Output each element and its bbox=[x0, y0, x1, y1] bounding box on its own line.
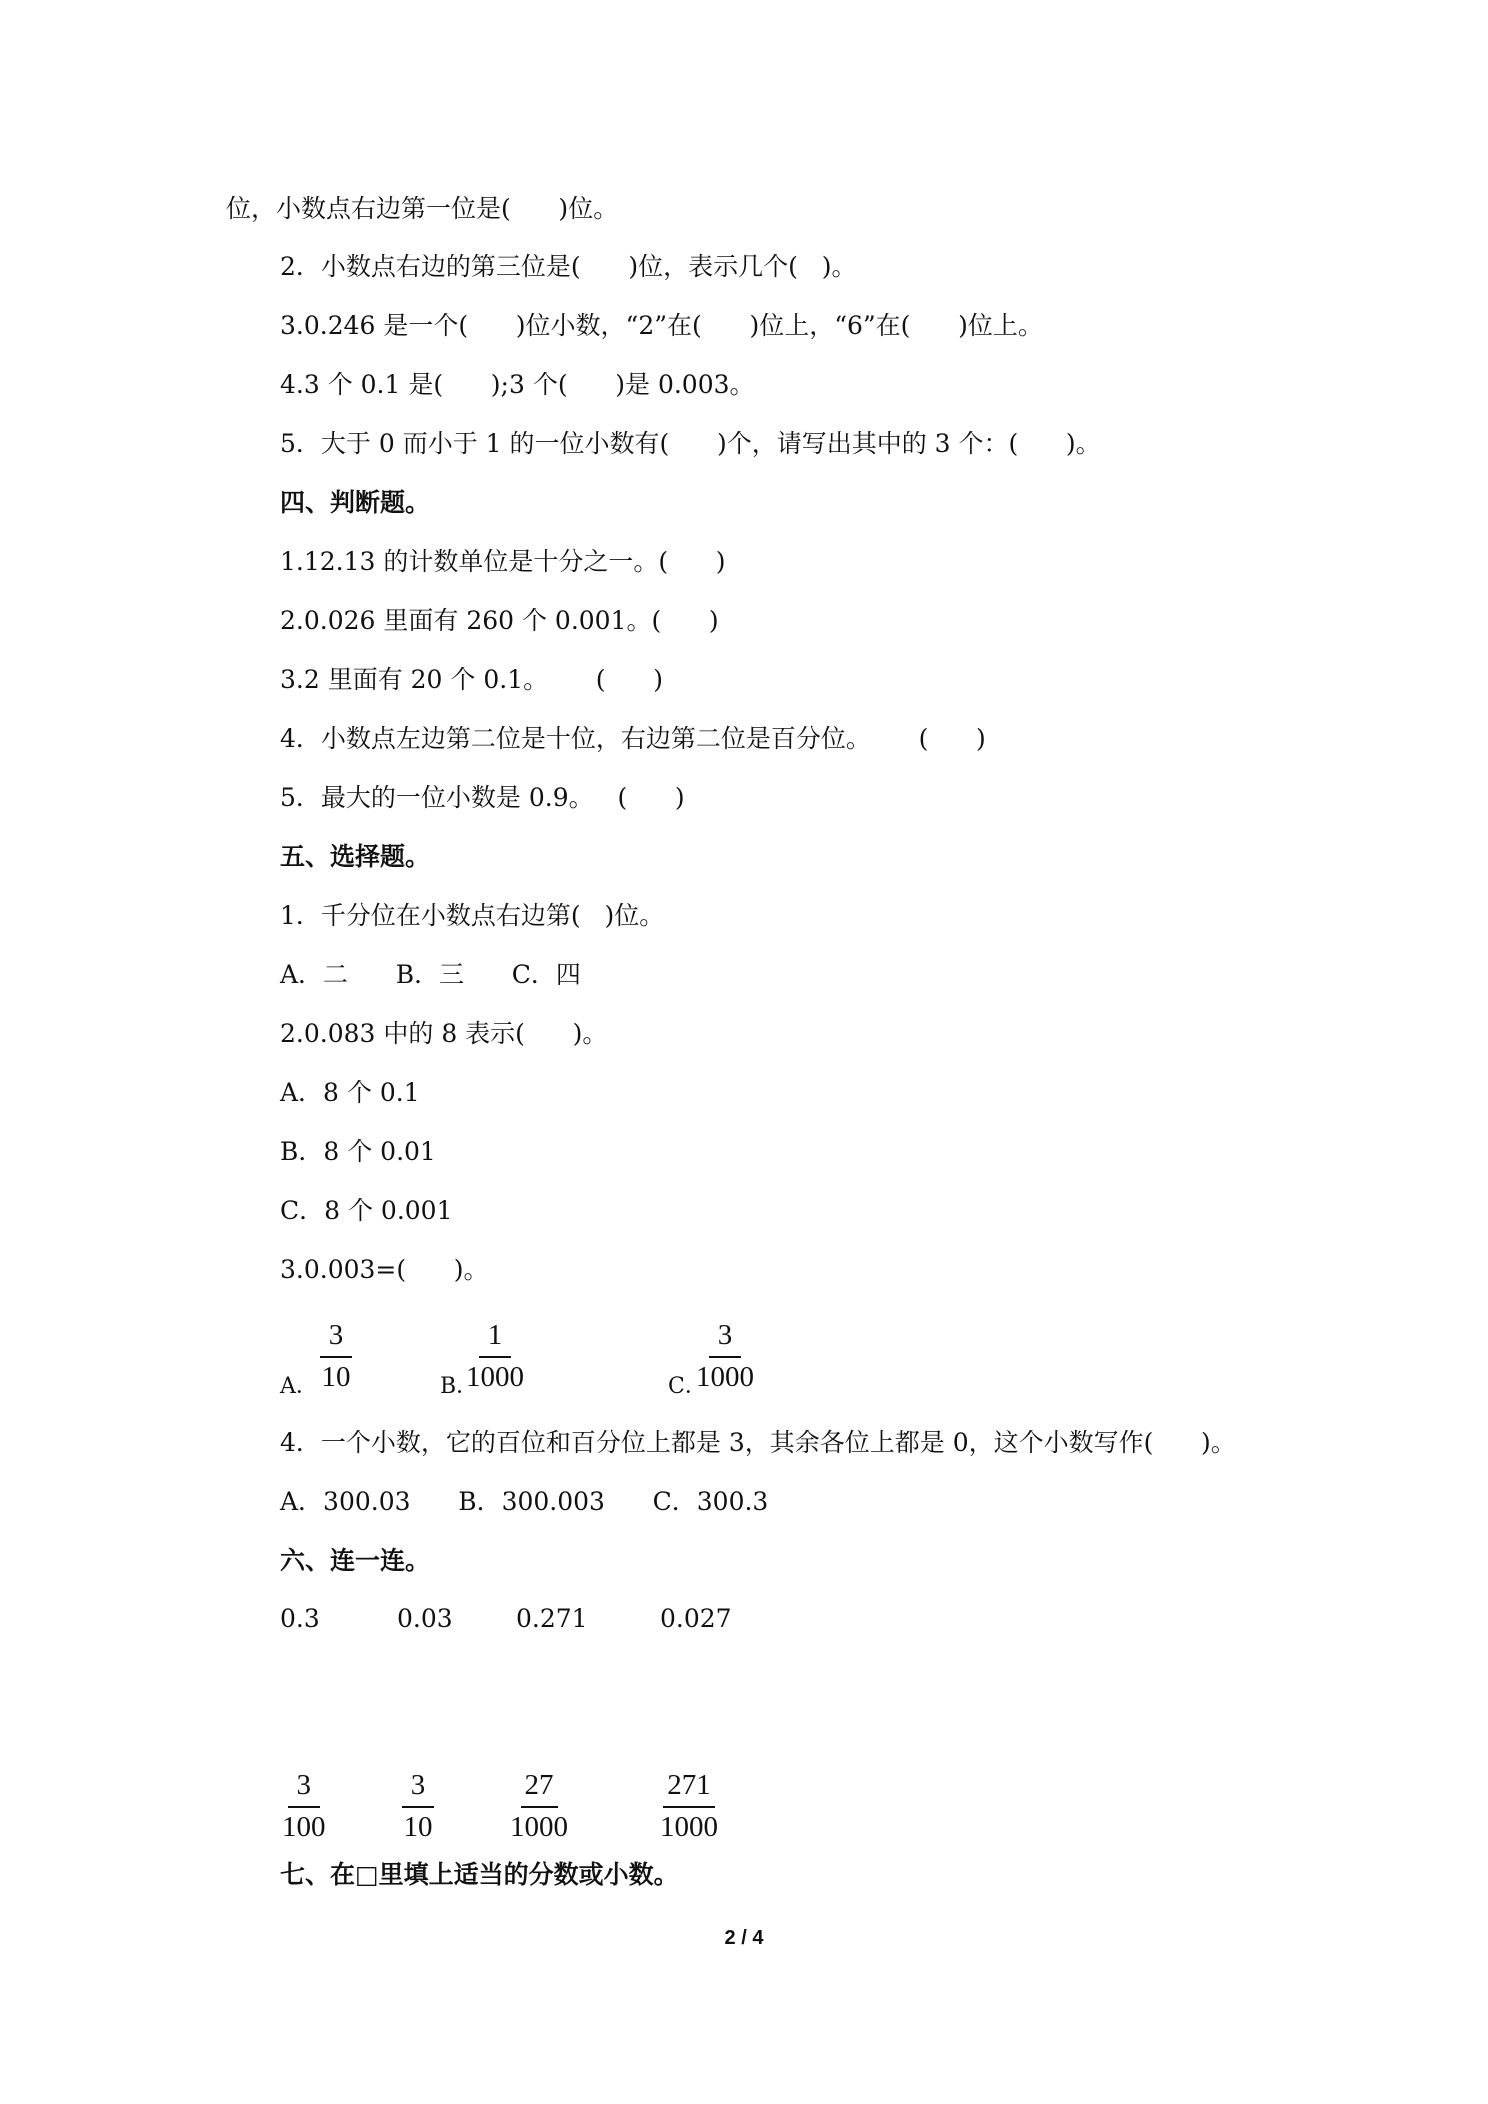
section6-fraction-4 bbox=[660, 1768, 718, 1844]
fraction-numerator: 1 bbox=[479, 1318, 511, 1358]
section5-question-2-option-b: B．8 个 0.01 bbox=[280, 1137, 436, 1166]
q3-option-c-fraction bbox=[696, 1318, 754, 1394]
section5-question-1: 1．千分位在小数点右边第( )位。 bbox=[280, 901, 665, 930]
q3-option-b-label: B． bbox=[440, 1374, 479, 1399]
section4-item-3: 3.2 里面有 20 个 0.1。 ( ) bbox=[280, 665, 663, 694]
section5-question-3: 3.0.003=( )。 bbox=[280, 1255, 489, 1284]
section4-item-1: 1.12.13 的计数单位是十分之一。( ) bbox=[280, 547, 726, 576]
section4-heading: 四、判断题。 bbox=[280, 488, 431, 517]
q3-option-b-fraction bbox=[466, 1318, 524, 1394]
fraction-denominator: 10 bbox=[321, 1361, 351, 1393]
section3-question-5: 5．大于 0 而小于 1 的一位小数有( )个，请写出其中的 3 个：( )。 bbox=[280, 429, 1101, 458]
section6-decimal-3: 0.271 bbox=[516, 1604, 588, 1633]
section5-question-2-option-a: A．8 个 0.1 bbox=[280, 1078, 420, 1107]
section6-heading: 六、连一连。 bbox=[280, 1546, 431, 1575]
section4-item-5: 5．最大的一位小数是 0.9。 ( ) bbox=[280, 783, 685, 812]
fraction-numerator: 27 bbox=[521, 1768, 558, 1808]
section4-item-4: 4．小数点左边第二位是十位，右边第二位是百分位。 ( ) bbox=[280, 724, 986, 753]
q3-option-c-label: C． bbox=[668, 1374, 707, 1399]
fraction-numerator: 3 bbox=[288, 1768, 320, 1808]
q3-option-a-fraction bbox=[320, 1318, 352, 1394]
fraction-numerator: 271 bbox=[663, 1768, 715, 1808]
fraction-denominator: 1000 bbox=[696, 1361, 754, 1393]
section6-fraction-3 bbox=[510, 1768, 568, 1844]
section6-decimal-1: 0.3 bbox=[280, 1604, 320, 1633]
section3-line-continuation: 位，小数点右边第一位是( )位。 bbox=[226, 194, 619, 223]
fraction-numerator: 3 bbox=[709, 1318, 741, 1358]
section5-question-2-option-c: C．8 个 0.001 bbox=[280, 1196, 453, 1225]
section6-fraction-2 bbox=[402, 1768, 434, 1844]
section3-question-2: 2．小数点右边的第三位是( )位，表示几个( )。 bbox=[280, 252, 857, 281]
section5-question-2: 2.0.083 中的 8 表示( )。 bbox=[280, 1019, 608, 1048]
section5-question-1-options: A．二 B．三 C．四 bbox=[280, 960, 581, 989]
section6-fraction-1 bbox=[282, 1768, 326, 1844]
page-number: 2 / 4 bbox=[724, 1927, 764, 1949]
section7-heading: 七、在□里填上适当的分数或小数。 bbox=[280, 1860, 679, 1889]
section3-question-3: 3.0.246 是一个( )位小数，“2”在( )位上，“6”在( )位上。 bbox=[280, 311, 1043, 340]
q3-option-a-label: A． bbox=[280, 1374, 318, 1399]
section3-question-4: 4.3 个 0.1 是( );3 个( )是 0.003。 bbox=[280, 370, 755, 399]
fraction-numerator: 3 bbox=[402, 1768, 434, 1808]
section5-question-4: 4．一个小数，它的百位和百分位上都是 3，其余各位上都是 0，这个小数写作( )。 bbox=[280, 1428, 1236, 1457]
section6-decimal-4: 0.027 bbox=[660, 1604, 732, 1633]
fraction-denominator: 1000 bbox=[510, 1811, 568, 1843]
fraction-denominator: 1000 bbox=[466, 1361, 524, 1393]
section5-question-4-options: A．300.03 B．300.003 C．300.3 bbox=[280, 1487, 769, 1516]
section6-decimal-2: 0.03 bbox=[397, 1604, 453, 1633]
section4-item-2: 2.0.026 里面有 260 个 0.001。( ) bbox=[280, 606, 719, 635]
fraction-denominator: 1000 bbox=[660, 1811, 718, 1843]
section5-heading: 五、选择题。 bbox=[280, 842, 431, 871]
fraction-denominator: 10 bbox=[403, 1811, 433, 1843]
fraction-denominator: 100 bbox=[282, 1811, 326, 1843]
fraction-numerator: 3 bbox=[320, 1318, 352, 1358]
